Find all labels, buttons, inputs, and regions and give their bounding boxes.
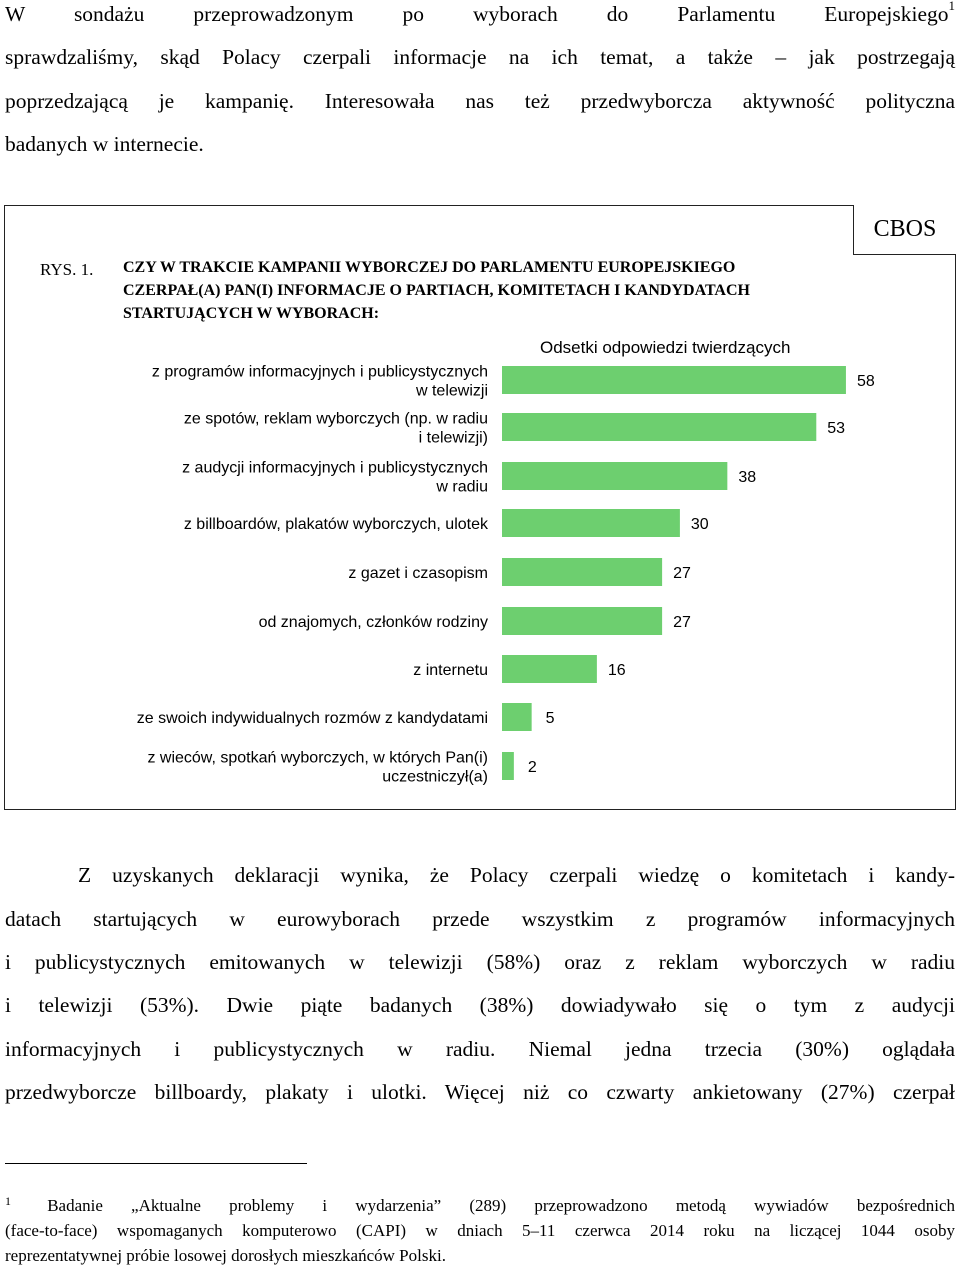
- category-label-4-line-1: z billboardów, plakatów wyborczych, ulotek: [183, 516, 488, 533]
- bar-2: [502, 413, 816, 441]
- footnote-mark: 1: [5, 1194, 11, 1208]
- category-label-9-line-2: uczestniczył(a): [382, 768, 488, 786]
- footnote-rule: [5, 1163, 307, 1164]
- bar-value-label-2: 53: [827, 420, 846, 437]
- category-label-1-line-2: w telewizji: [415, 382, 488, 400]
- bar-5: [502, 558, 662, 586]
- cbos-badge: CBOS: [853, 205, 956, 255]
- body-line-6: przedwyborcze billboardy, plakaty i ulotki. Więcej niż co czwarty ankietowany (27%) czerpał: [5, 1080, 955, 1104]
- bar-value-label-6: 27: [673, 614, 691, 631]
- category-label-2-line-2: i telewizji): [418, 429, 488, 447]
- category-label-3-line-1: z audycji informacyjnych i publicystycznych: [182, 459, 488, 477]
- bar-9: [502, 752, 514, 780]
- category-label-7-line-1: z internetu: [413, 662, 488, 679]
- chart-subtitle: Odsetki odpowiedzi twierdzących: [540, 338, 791, 357]
- bar-value-label-5: 27: [673, 565, 691, 582]
- bar-7: [502, 655, 597, 683]
- bar-value-label-1: 58: [856, 373, 875, 390]
- bar-1: [502, 366, 846, 394]
- bar-3: [502, 462, 727, 490]
- bar-value-label-9: 2: [527, 759, 537, 776]
- footnote-line-1: [5, 1196, 955, 1216]
- category-label-3-line-2: w radiu: [436, 478, 488, 496]
- category-label-1-line-1: z programów informacyjnych i publicystycznych: [151, 363, 488, 381]
- footnote-reference[interactable]: 1: [948, 0, 955, 13]
- bar-4: [502, 509, 680, 537]
- figure-question-line-2: CZERPAŁ(A) PAN(I) INFORMACJE O PARTIACH, KOMITETACH I KANDYDATACH: [123, 282, 750, 299]
- figure-label: RYS. 1.: [40, 260, 94, 279]
- body-line-2: datach startujących w eurowyborach przede wszystkim z programów informacyjnych: [5, 907, 955, 931]
- bar-value-label-4: 30: [690, 516, 709, 533]
- footnote-line-1-text: Badanie „Aktualne problemy i wydarzenia” (289) przeprowadzono metodą wywiadów bezpośrednich: [47, 1196, 956, 1215]
- intro-line-4: badanych w internecie.: [5, 132, 204, 156]
- footnote-line-3: reprezentatywnej próbie losowej dorosłych mieszkańców Polski.: [5, 1246, 446, 1265]
- body-line-4: i telewizji (53%). Dwie piąte badanych (38%) dowiadywało się o tym z audycji: [5, 993, 955, 1017]
- bar-value-label-8: 5: [545, 710, 555, 727]
- intro-line-1-text: W sondażu przeprowadzonym po wyborach do Parlamentu Europejskiego: [5, 2, 949, 26]
- bar-value-label-3: 38: [738, 469, 757, 486]
- body-line-3: i publicystycznych emitowanych w telewizji (58%) oraz z reklam wyborczych w radiu: [5, 950, 955, 974]
- footnote-line-2: (face-to-face) wspomaganych komputerowo (CAPI) w dniach 5–11 czerwca 2014 roku na liczącej 1044 osoby: [5, 1221, 955, 1240]
- intro-line-3: poprzedzającą je kampanię. Interesowała nas też przedwyborcza aktywność polityczna: [5, 89, 955, 113]
- category-label-8-line-1: ze swoich indywidualnych rozmów z kandydatami: [136, 710, 488, 727]
- category-label-6-line-1: od znajomych, członków rodziny: [258, 614, 488, 631]
- bar-value-label-7: 16: [607, 662, 626, 679]
- figure-question-line-3: STARTUJĄCYCH W WYBORACH:: [123, 305, 380, 322]
- bar-6: [502, 607, 662, 635]
- body-line-1: Z uzyskanych deklaracji wynika, że Polacy czerpali wiedzę o komitetach i kandy-: [78, 863, 955, 887]
- intro-line-2: sprawdzaliśmy, skąd Polacy czerpali informacje na ich temat, a także – jak postrzegają: [5, 45, 955, 69]
- figure-question-line-1: CZY W TRAKCIE KAMPANII WYBORCZEJ DO PARLAMENTU EUROPEJSKIEGO: [123, 259, 736, 276]
- bar-8: [502, 703, 532, 731]
- category-label-2-line-1: ze spotów, reklam wyborczych (np. w radiu: [183, 410, 488, 428]
- category-label-5-line-1: z gazet i czasopism: [348, 565, 488, 582]
- body-line-5: informacyjnych i publicystycznych w radiu. Niemal jedna trzecia (30%) oglądała: [5, 1037, 955, 1061]
- category-label-9-line-1: z wieców, spotkań wyborczych, w których Pan(i): [147, 749, 488, 767]
